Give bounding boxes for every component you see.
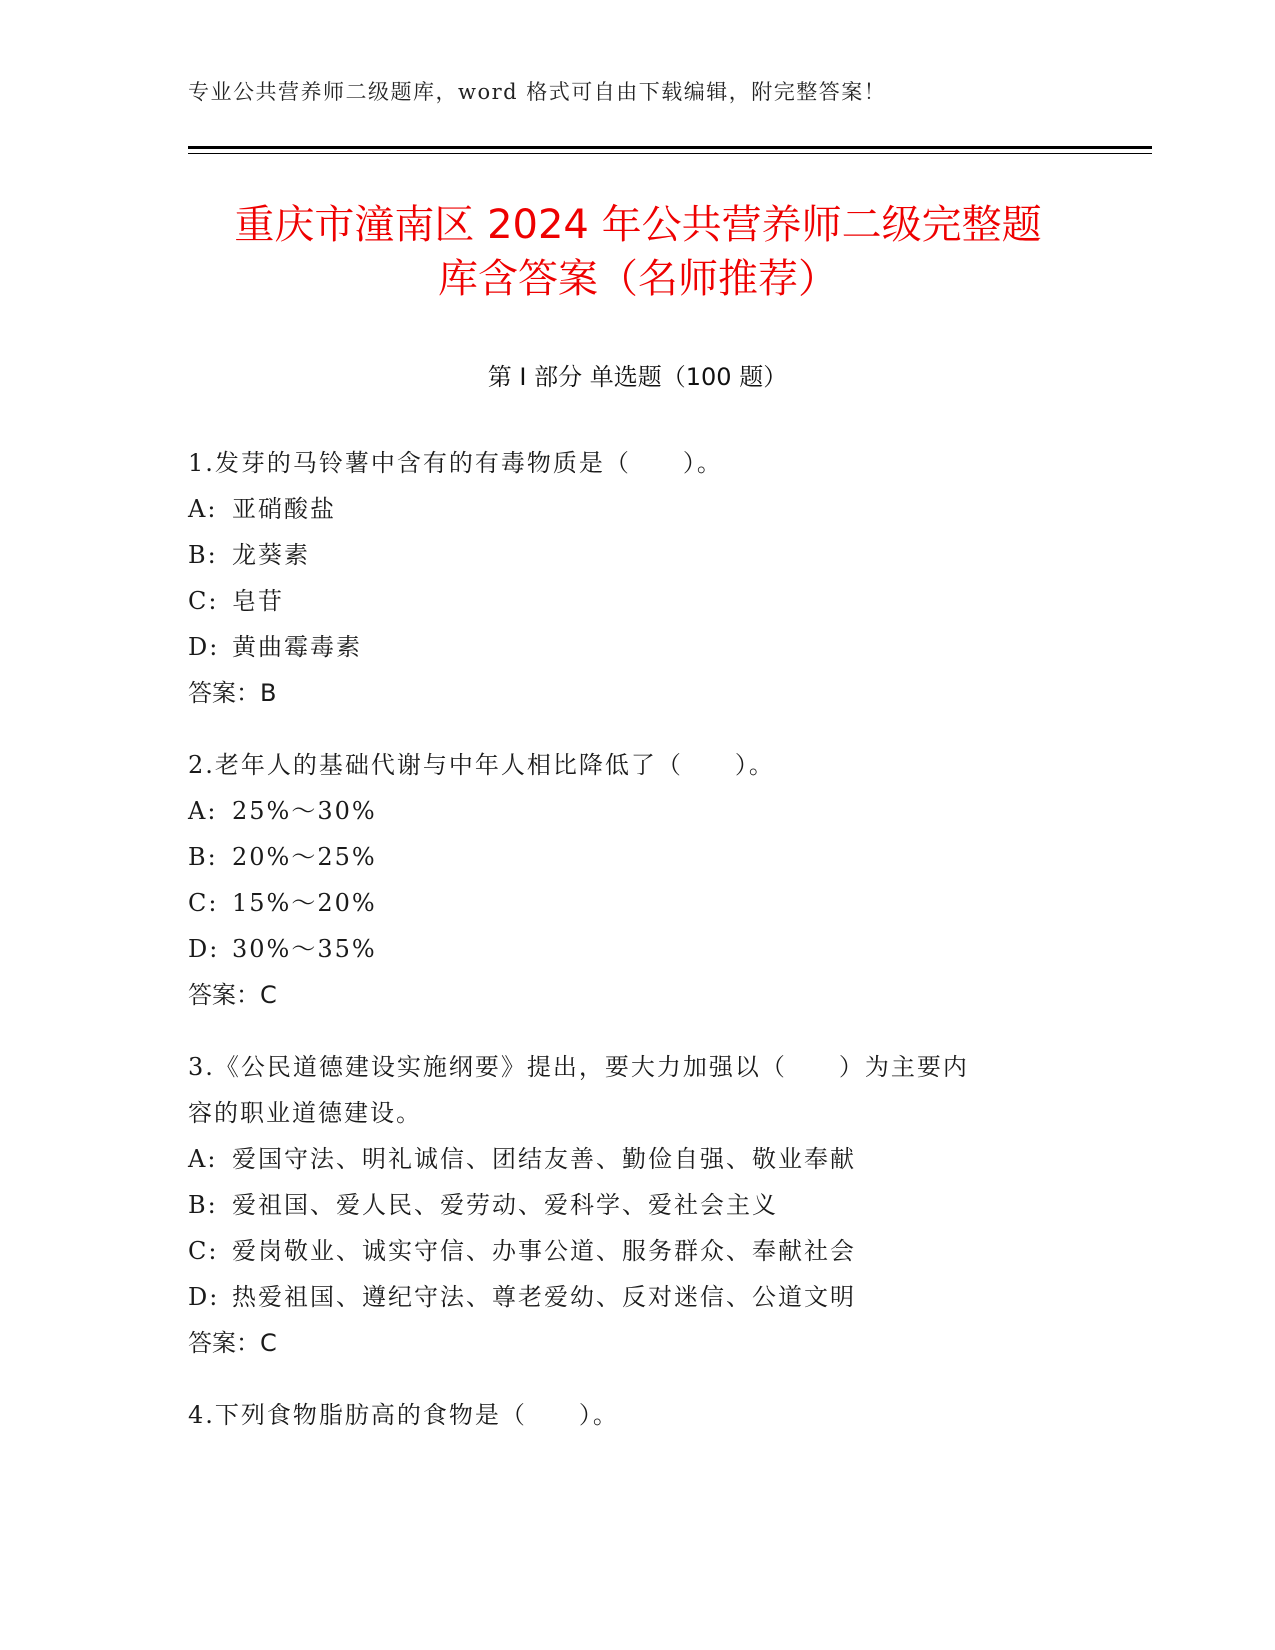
option-text: 爱岗敬业、诚实守信、办事公道、服务群众、奉献社会 (232, 1237, 856, 1265)
answer-line: 答案：C (188, 981, 277, 1009)
option-key: D: (188, 1283, 220, 1311)
option-row (188, 1182, 1088, 1228)
section-heading: 第 I 部分 单选题（100 题） (487, 363, 788, 391)
option-key: A: (188, 797, 218, 825)
question-list (188, 440, 1088, 1464)
option-row (188, 834, 1088, 880)
option-key: D: (188, 935, 220, 963)
option-row (188, 624, 1088, 670)
question-block (188, 440, 1088, 716)
option-key: A: (188, 1145, 218, 1173)
option-key: C: (188, 889, 219, 917)
option-row (188, 1228, 1088, 1274)
option-text: 热爱祖国、遵纪守法、尊老爱幼、反对迷信、公道文明 (232, 1283, 856, 1311)
option-key: C: (188, 1237, 219, 1265)
option-key: B: (188, 843, 218, 871)
option-text: 20%～25% (232, 843, 377, 871)
question-text: 3.《公民道德建设实施纲要》提出，要大力加强以（ ）为主要内 (188, 1053, 969, 1081)
option-key: B: (188, 541, 218, 569)
option-key: D: (188, 633, 220, 661)
question-block (188, 742, 1088, 1018)
option-text: 30%～35% (232, 935, 377, 963)
option-key: A: (188, 495, 218, 523)
question-block (188, 1044, 1088, 1366)
option-row (188, 788, 1088, 834)
option-text: 龙葵素 (232, 541, 310, 569)
option-row (188, 1274, 1088, 1320)
question-text: 2.老年人的基础代谢与中年人相比降低了（ ）。 (188, 751, 775, 779)
option-row (188, 486, 1088, 532)
question-text: 1.发芽的马铃薯中含有的有毒物质是（ ）。 (188, 449, 723, 477)
title-line-1: 重庆市潼南区 2024 年公共营养师二级完整题 (234, 202, 1042, 248)
option-text: 皂苷 (232, 587, 284, 615)
option-text: 爱国守法、明礼诚信、团结友善、勤俭自强、敬业奉献 (232, 1145, 856, 1173)
header-note: 专业公共营养师二级题库，word 格式可自由下载编辑，附完整答案！ (188, 80, 887, 104)
option-text: 黄曲霉毒素 (232, 633, 362, 661)
answer-line: 答案：B (188, 679, 277, 707)
header-rule-thick (188, 146, 1152, 149)
header-rule-thin (188, 153, 1152, 154)
option-row (188, 532, 1088, 578)
option-text: 爱祖国、爱人民、爱劳动、爱科学、爱社会主义 (232, 1191, 778, 1219)
option-text: 亚硝酸盐 (232, 495, 336, 523)
option-row (188, 1136, 1088, 1182)
document-title (188, 198, 1088, 306)
question-block (188, 1392, 1088, 1438)
option-text: 25%～30% (232, 797, 377, 825)
option-row (188, 880, 1088, 926)
option-key: C: (188, 587, 219, 615)
answer-line: 答案：C (188, 1329, 277, 1357)
title-line-2: 库含答案（名师推荐） (438, 256, 838, 302)
option-key: B: (188, 1191, 218, 1219)
question-text: 容的职业道德建设。 (188, 1099, 422, 1127)
option-text: 15%～20% (232, 889, 377, 917)
question-text: 4.下列食物脂肪高的食物是（ ）。 (188, 1401, 619, 1429)
option-row (188, 926, 1088, 972)
option-row (188, 578, 1088, 624)
